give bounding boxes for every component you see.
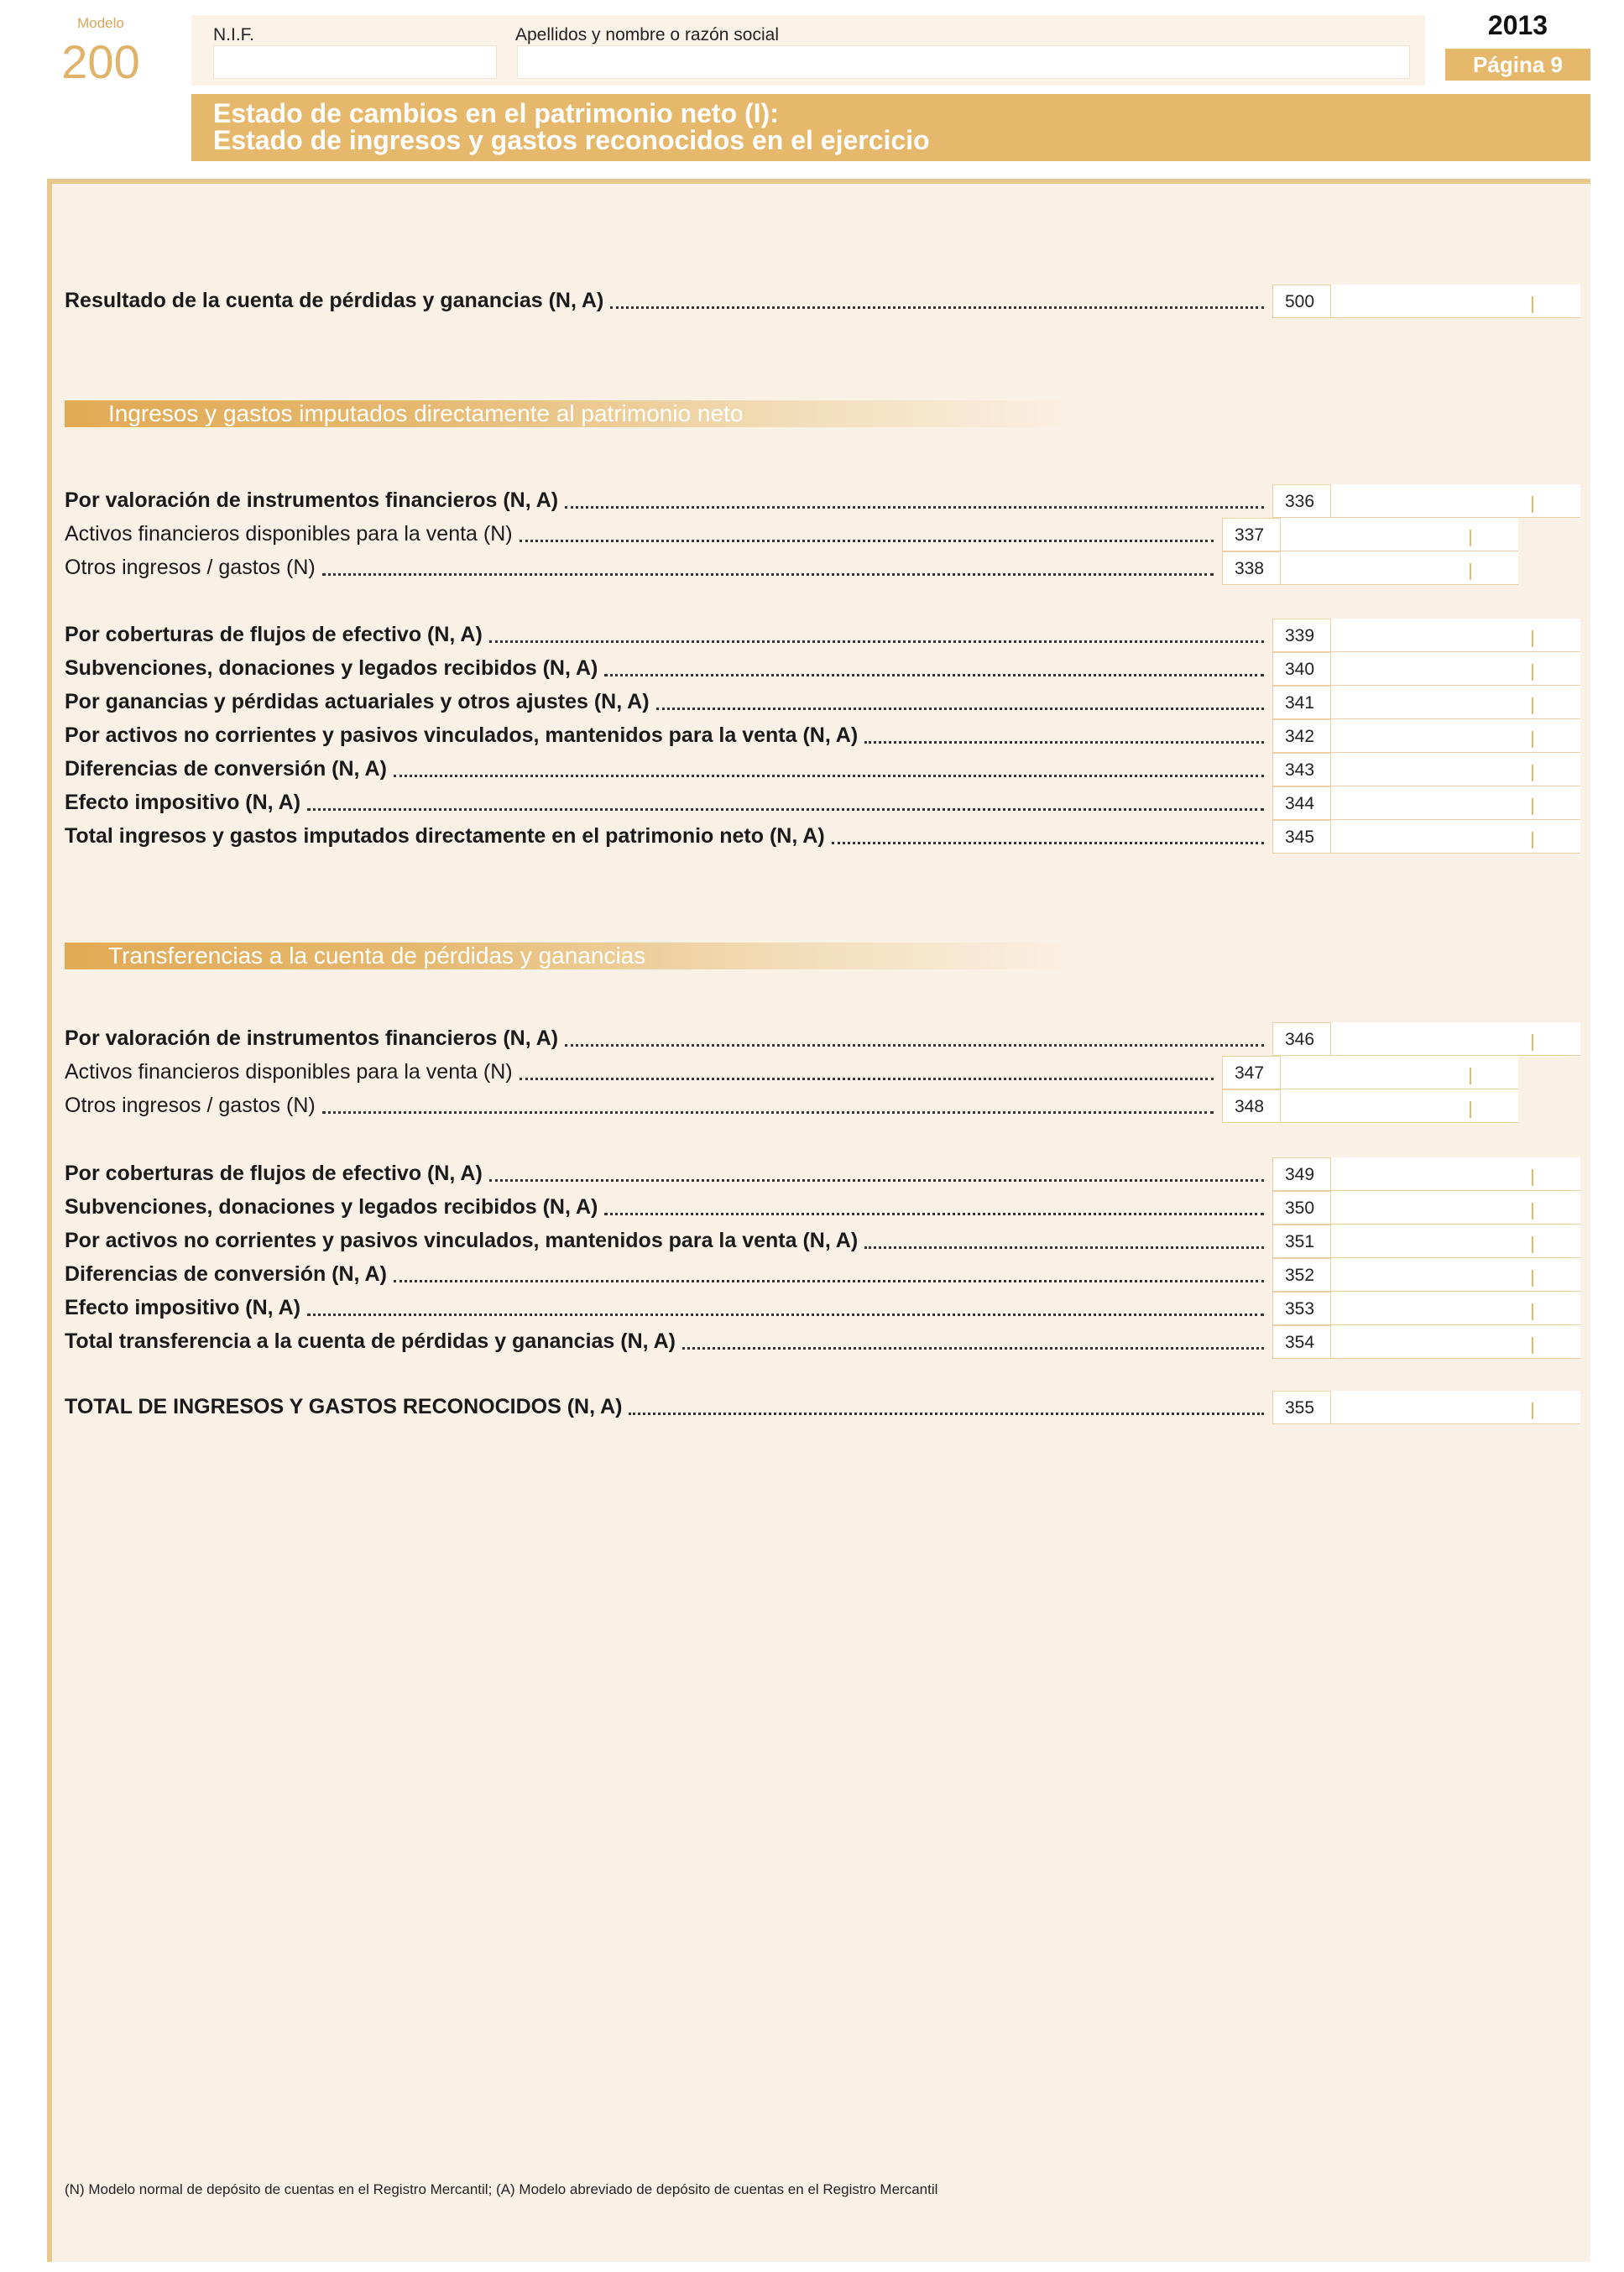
decimal-separator-tick	[1532, 697, 1533, 714]
row-337	[52, 518, 1595, 551]
dot-leader	[322, 1111, 1214, 1114]
amount-field[interactable]	[1331, 1157, 1580, 1191]
row-344	[52, 786, 1595, 820]
code-box: 345	[1272, 820, 1331, 854]
code-box: 341	[1272, 686, 1331, 719]
decimal-separator-tick	[1532, 1203, 1533, 1220]
year-badge: 2013	[1445, 10, 1590, 39]
row-351	[52, 1225, 1595, 1258]
form-panel	[47, 179, 1590, 2262]
decimal-separator-tick	[1532, 1402, 1533, 1419]
dot-leader	[489, 1179, 1264, 1182]
dot-leader	[604, 674, 1264, 676]
row-350	[52, 1191, 1595, 1225]
code-box: 339	[1272, 619, 1331, 652]
row-label: Resultado de la cuenta de pérdidas y ganancias (N, A)	[65, 289, 604, 312]
row-label: Por coberturas de flujos de efectivo (N, A)	[65, 623, 483, 646]
code-box: 350	[1272, 1191, 1331, 1225]
decimal-separator-tick	[1470, 1068, 1471, 1084]
amount-field[interactable]	[1281, 551, 1518, 585]
amount-field[interactable]	[1331, 619, 1580, 652]
code-box: 355	[1272, 1391, 1331, 1424]
code-box: 338	[1222, 551, 1281, 585]
dot-leader	[864, 741, 1264, 744]
code-box: 342	[1272, 719, 1331, 753]
row-label: Subvenciones, donaciones y legados recibidos (N, A)	[65, 1195, 598, 1219]
code-box: 344	[1272, 786, 1331, 820]
code-box: 346	[1272, 1022, 1331, 1056]
row-label: Por valoración de instrumentos financieros (N, A)	[65, 1026, 559, 1050]
code-box: 354	[1272, 1325, 1331, 1359]
dot-leader	[394, 1280, 1264, 1282]
section-band-ingresos-gastos	[65, 400, 1084, 427]
decimal-separator-tick	[1532, 496, 1533, 513]
amount-field[interactable]	[1331, 686, 1580, 719]
footnote: (N) Modelo normal de depósito de cuentas en el Registro Mercantil; (A) Modelo abreviado de depósito de cuentas en el Registro Mercantil	[65, 2181, 938, 2197]
decimal-separator-tick	[1532, 1337, 1533, 1354]
decimal-separator-tick	[1532, 765, 1533, 781]
row-353	[52, 1292, 1595, 1325]
row-label: Por coberturas de flujos de efectivo (N, A)	[65, 1162, 483, 1185]
code-box: 351	[1272, 1225, 1331, 1258]
decimal-separator-tick	[1532, 1236, 1533, 1253]
row-label: Otros ingresos / gastos (N)	[65, 1094, 316, 1117]
row-label: TOTAL DE INGRESOS Y GASTOS RECONOCIDOS (N, A)	[65, 1395, 623, 1418]
dot-leader	[604, 1213, 1264, 1215]
decimal-separator-tick	[1532, 1034, 1533, 1051]
code-box: 353	[1272, 1292, 1331, 1325]
row-349	[52, 1157, 1595, 1191]
dot-leader	[307, 808, 1264, 811]
row-label: Por activos no corrientes y pasivos vinculados, mantenidos para la venta (N, A)	[65, 1229, 859, 1252]
nif-label: N.I.F.	[213, 25, 255, 44]
row-338	[52, 551, 1595, 585]
amount-field[interactable]	[1331, 1258, 1580, 1292]
amount-field[interactable]	[1331, 753, 1580, 786]
decimal-separator-tick	[1532, 832, 1533, 849]
code-box: 500	[1272, 285, 1331, 318]
row-label: Total transferencia a la cuenta de pérdidas y ganancias (N, A)	[65, 1329, 676, 1353]
amount-field[interactable]	[1331, 652, 1580, 686]
decimal-separator-tick	[1532, 731, 1533, 748]
row-341	[52, 686, 1595, 719]
identification-panel	[191, 15, 1425, 86]
row-label: Diferencias de conversión (N, A)	[65, 757, 387, 781]
name-label: Apellidos y nombre o razón social	[515, 25, 779, 44]
code-box: 347	[1222, 1056, 1281, 1089]
dot-leader	[682, 1347, 1264, 1350]
dot-leader	[864, 1246, 1264, 1249]
dot-leader	[565, 1044, 1264, 1047]
row-500	[52, 285, 1595, 318]
section-title: Ingresos y gastos imputados directamente al patrimonio neto	[108, 400, 744, 426]
modelo-number: 200	[61, 35, 140, 88]
decimal-separator-tick	[1532, 296, 1533, 313]
decimal-separator-tick	[1532, 798, 1533, 815]
row-label: Subvenciones, donaciones y legados recibidos (N, A)	[65, 656, 598, 680]
dot-leader	[322, 573, 1214, 576]
row-label: Por valoración de instrumentos financieros (N, A)	[65, 488, 559, 512]
dot-leader	[489, 640, 1264, 643]
amount-field[interactable]	[1281, 518, 1518, 551]
amount-field[interactable]	[1331, 1292, 1580, 1325]
amount-field[interactable]	[1331, 484, 1580, 518]
page-title: Estado de cambios en el patrimonio neto (I):	[213, 98, 779, 128]
dot-leader	[565, 506, 1264, 509]
row-label: Total ingresos y gastos imputados directamente en el patrimonio neto (N, A)	[65, 824, 825, 848]
row-355	[52, 1391, 1595, 1424]
page-badge: Página 9	[1445, 49, 1590, 81]
code-box: 348	[1222, 1089, 1281, 1123]
code-box: 343	[1272, 753, 1331, 786]
decimal-separator-tick	[1470, 563, 1471, 580]
title-bar	[191, 94, 1590, 161]
decimal-separator-tick	[1532, 1303, 1533, 1320]
code-box: 352	[1272, 1258, 1331, 1292]
row-label: Diferencias de conversión (N, A)	[65, 1262, 387, 1286]
row-348	[52, 1089, 1595, 1123]
dot-leader	[520, 540, 1214, 542]
row-340	[52, 652, 1595, 686]
amount-field[interactable]	[1331, 1325, 1580, 1359]
row-347	[52, 1056, 1595, 1089]
modelo-label: Modelo	[77, 15, 124, 31]
decimal-separator-tick	[1470, 530, 1471, 546]
decimal-separator-tick	[1532, 664, 1533, 681]
page-subtitle: Estado de ingresos y gastos reconocidos en el ejercicio	[213, 125, 930, 155]
amount-field[interactable]	[1281, 1089, 1518, 1123]
dot-leader	[629, 1413, 1264, 1415]
row-343	[52, 753, 1595, 786]
row-label: Por activos no corrientes y pasivos vinculados, mantenidos para la venta (N, A)	[65, 723, 859, 747]
amount-field[interactable]	[1331, 1022, 1580, 1056]
code-box: 337	[1222, 518, 1281, 551]
dot-leader	[656, 708, 1264, 710]
row-342	[52, 719, 1595, 753]
amount-field[interactable]	[1331, 285, 1580, 318]
dot-leader	[520, 1078, 1214, 1080]
amount-field[interactable]	[1331, 820, 1580, 854]
code-box: 340	[1272, 652, 1331, 686]
amount-field[interactable]	[1331, 1391, 1580, 1424]
section-title: Transferencias a la cuenta de pérdidas y ganancias	[108, 943, 646, 969]
row-label: Otros ingresos / gastos (N)	[65, 556, 316, 579]
row-336	[52, 484, 1595, 518]
amount-field[interactable]	[1331, 719, 1580, 753]
amount-field[interactable]	[1331, 786, 1580, 820]
amount-field[interactable]	[1281, 1056, 1518, 1089]
code-box: 349	[1272, 1157, 1331, 1191]
row-label: Activos financieros disponibles para la venta (N)	[65, 522, 513, 546]
row-345	[52, 820, 1595, 854]
row-label: Por ganancias y pérdidas actuariales y otros ajustes (N, A)	[65, 690, 650, 713]
decimal-separator-tick	[1532, 1169, 1533, 1186]
row-label: Efecto impositivo (N, A)	[65, 791, 301, 814]
section-band-transferencias	[65, 943, 1084, 969]
dot-leader	[832, 842, 1264, 844]
code-box: 336	[1272, 484, 1331, 518]
dot-leader	[307, 1314, 1264, 1316]
name-field[interactable]	[517, 45, 1410, 79]
dot-leader	[394, 775, 1264, 777]
row-339	[52, 619, 1595, 652]
row-354	[52, 1325, 1595, 1359]
amount-field[interactable]	[1331, 1225, 1580, 1258]
decimal-separator-tick	[1532, 630, 1533, 647]
row-label: Activos financieros disponibles para la venta (N)	[65, 1060, 513, 1084]
row-352	[52, 1258, 1595, 1292]
decimal-separator-tick	[1532, 1270, 1533, 1287]
row-346	[52, 1022, 1595, 1056]
dot-leader	[610, 306, 1264, 309]
row-label: Efecto impositivo (N, A)	[65, 1296, 301, 1319]
amount-field[interactable]	[1331, 1191, 1580, 1225]
decimal-separator-tick	[1470, 1101, 1471, 1118]
nif-field[interactable]	[213, 45, 497, 79]
modelo-block	[50, 15, 151, 86]
